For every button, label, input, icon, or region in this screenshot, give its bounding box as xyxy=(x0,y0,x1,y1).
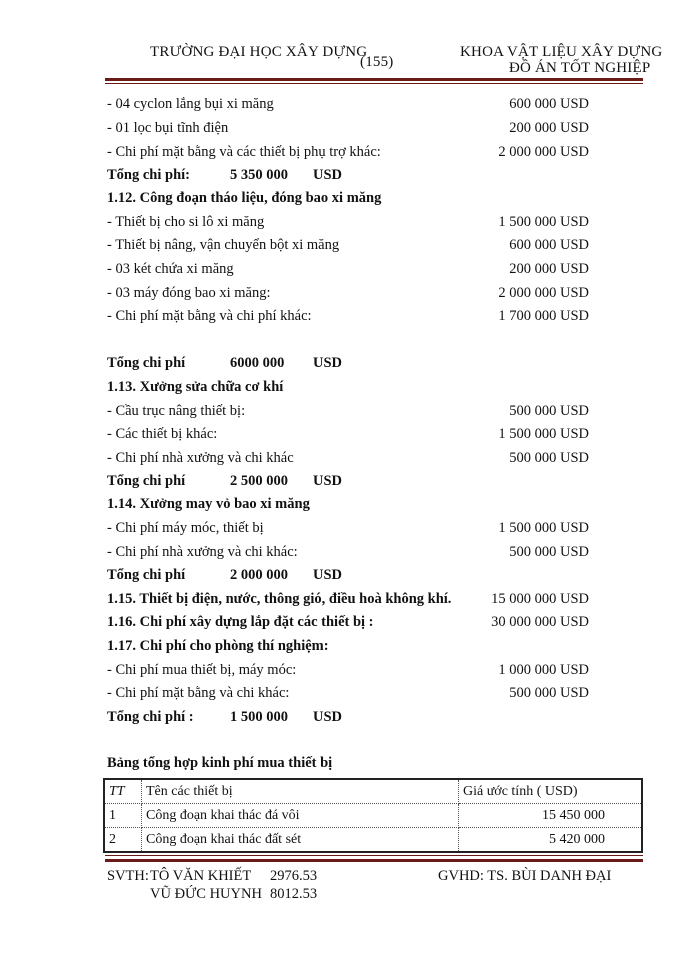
footer-student-2: VŨ ĐỨC HUYNH xyxy=(150,886,262,902)
section-heading: 1.15. Thiết bị điện, nước, thông gió, điều hoà không khí. xyxy=(107,591,452,607)
cost-amount: 600 000 USD xyxy=(509,96,589,112)
footer-rule-thin xyxy=(105,855,643,856)
cost-line: - Chi phí mặt bằng và chi khác: xyxy=(107,685,290,701)
cost-line: - 04 cyclon lắng bụi xi măng xyxy=(107,96,274,112)
total-value: 6000 000 xyxy=(230,355,285,371)
cost-line: - Chi phí mặt bằng và các thiết bị phụ trợ khác: xyxy=(107,144,381,160)
table-header-cell: TT xyxy=(104,779,142,804)
header-faculty: KHOA VẬT LIỆU XÂY DỰNG xyxy=(460,44,663,60)
total-unit: USD xyxy=(313,167,343,183)
cost-amount: 600 000 USD xyxy=(509,237,589,253)
section-heading: 1.17. Chi phí cho phòng thí nghiệm: xyxy=(107,638,329,654)
table-row xyxy=(104,804,642,828)
section-heading: 1.14. Xưởng may vỏ bao xi măng xyxy=(107,496,310,512)
cost-amount: 500 000 USD xyxy=(509,403,589,419)
cost-amount: 500 000 USD xyxy=(509,685,589,701)
table-header-cell: Giá ước tính ( USD) xyxy=(459,779,643,804)
page-number: (155) xyxy=(360,54,394,70)
table-title: Bảng tổng hợp kinh phí mua thiết bị xyxy=(107,755,333,771)
table-cell: 2 xyxy=(104,828,142,853)
cost-amount: 1 000 000 USD xyxy=(498,662,589,678)
total-label: Tổng chi phí xyxy=(107,473,186,489)
footer-advisor: GVHD: TS. BÙI DANH ĐẠI xyxy=(438,868,612,884)
cost-amount: 1 500 000 USD xyxy=(498,214,589,230)
equipment-cost-table xyxy=(103,778,643,853)
footer-student-id-1: 2976.53 xyxy=(270,868,318,884)
footer-svth-label: SVTH: xyxy=(107,868,149,884)
total-value: 2 500 000 xyxy=(230,473,288,489)
section-heading: 1.16. Chi phí xây dựng lắp đặt các thiết bị : xyxy=(107,614,374,630)
header-rule-thin xyxy=(105,83,643,84)
footer-student-id-2: 8012.53 xyxy=(270,886,318,902)
total-value: 2 000 000 xyxy=(230,567,288,583)
cost-amount: 30 000 000 USD xyxy=(491,614,589,630)
table-cell: Công đoạn khai thác đá vôi xyxy=(142,804,459,828)
cost-line: - Các thiết bị khác: xyxy=(107,426,218,442)
total-label: Tổng chi phí: xyxy=(107,167,190,183)
total-unit: USD xyxy=(313,709,343,725)
cost-line: - Thiết bị cho si lô xi măng xyxy=(107,214,265,230)
total-value: 5 350 000 xyxy=(230,167,288,183)
cost-line: - Chi phí mua thiết bị, máy móc: xyxy=(107,662,297,678)
section-heading: 1.13. Xưởng sửa chữa cơ khí xyxy=(107,379,284,395)
cost-amount: 500 000 USD xyxy=(509,450,589,466)
table-cell: 5 420 000 xyxy=(459,828,643,853)
table-header-row xyxy=(104,779,642,804)
cost-line: - Chi phí nhà xưởng và chi khác: xyxy=(107,544,298,560)
table-row xyxy=(104,828,642,853)
total-value: 1 500 000 xyxy=(230,709,288,725)
cost-line: - 03 két chứa xi măng xyxy=(107,261,234,277)
total-unit: USD xyxy=(313,567,343,583)
cost-amount: 1 500 000 USD xyxy=(498,426,589,442)
cost-amount: 2 000 000 USD xyxy=(498,144,589,160)
cost-amount: 1 700 000 USD xyxy=(498,308,589,324)
total-unit: USD xyxy=(313,355,343,371)
total-label: Tổng chi phí xyxy=(107,355,186,371)
table-cell: 15 450 000 xyxy=(459,804,643,828)
total-label: Tổng chi phí : xyxy=(107,709,194,725)
cost-line: - Thiết bị nâng, vận chuyển bột xi măng xyxy=(107,237,340,253)
cost-line: - Cầu trục nâng thiết bị: xyxy=(107,403,246,419)
section-heading: 1.12. Công đoạn tháo liệu, đóng bao xi măng xyxy=(107,190,382,206)
table-cell: 1 xyxy=(104,804,142,828)
cost-amount: 1 500 000 USD xyxy=(498,520,589,536)
cost-line: - 01 lọc bụi tĩnh điện xyxy=(107,120,229,136)
header-project: ĐỒ ÁN TỐT NGHIỆP xyxy=(509,60,651,76)
cost-line: - 03 máy đóng bao xi măng: xyxy=(107,285,271,301)
table-header-cell: Tên các thiết bị xyxy=(142,779,459,804)
table-cell: Công đoạn khai thác đất sét xyxy=(142,828,459,853)
total-label: Tổng chi phí xyxy=(107,567,186,583)
header-rule-thick xyxy=(105,78,643,81)
cost-amount: 200 000 USD xyxy=(509,261,589,277)
cost-line: - Chi phí mặt bằng và chi phí khác: xyxy=(107,308,312,324)
cost-amount: 500 000 USD xyxy=(509,544,589,560)
total-unit: USD xyxy=(313,473,343,489)
cost-amount: 200 000 USD xyxy=(509,120,589,136)
footer-student-1: TÔ VĂN KHIẾT xyxy=(150,868,252,884)
cost-amount: 2 000 000 USD xyxy=(498,285,589,301)
footer-rule-thick xyxy=(105,859,643,862)
header-school: TRƯỜNG ĐẠI HỌC XÂY DỰNG xyxy=(150,44,368,60)
cost-line: - Chi phí nhà xưởng và chi khác xyxy=(107,450,294,466)
cost-line: - Chi phí máy móc, thiết bị xyxy=(107,520,264,536)
cost-amount: 15 000 000 USD xyxy=(491,591,589,607)
